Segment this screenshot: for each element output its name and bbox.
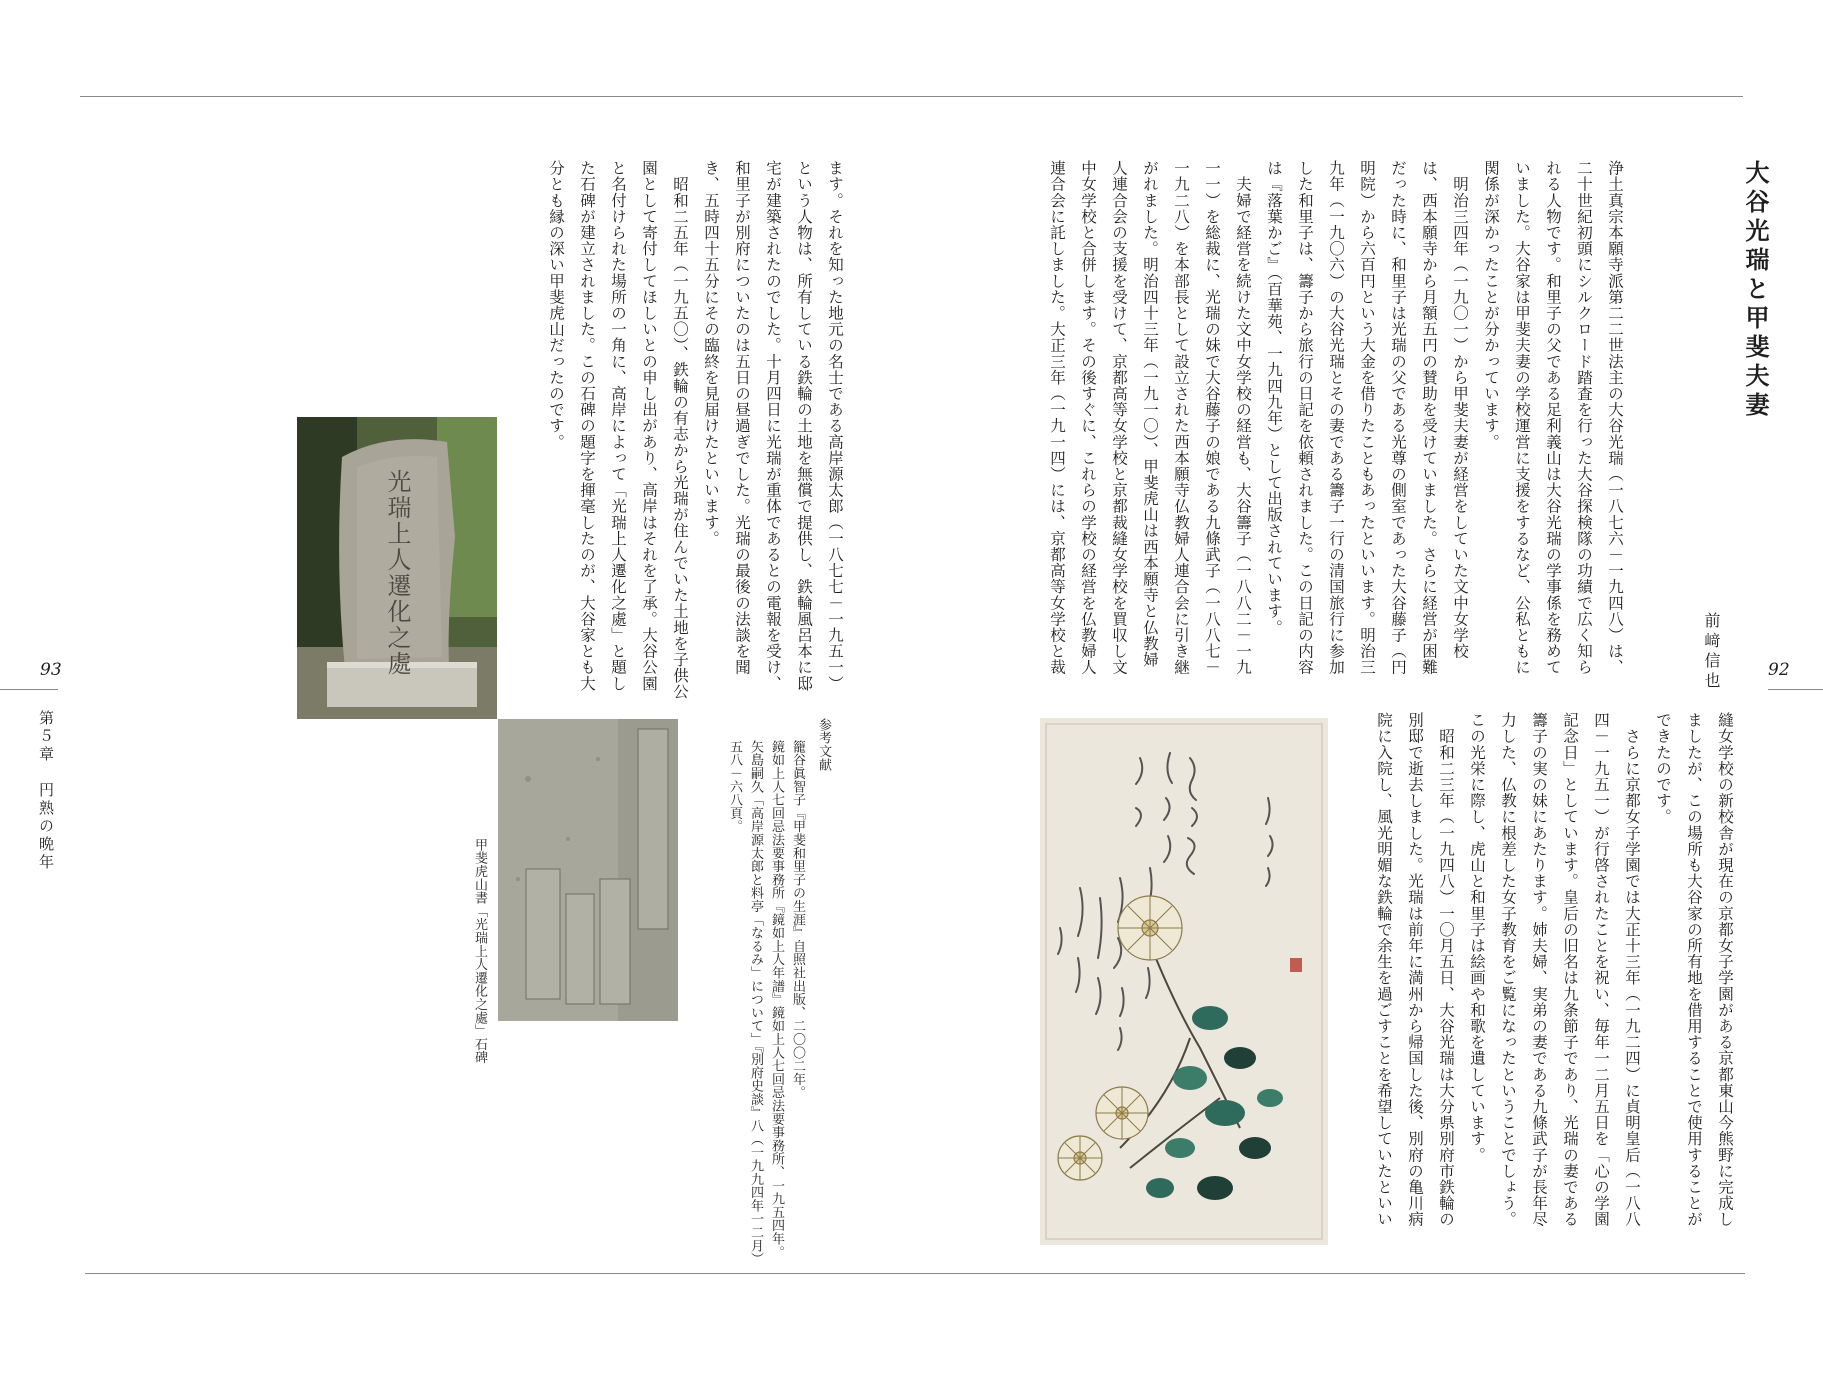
top-rule — [80, 96, 1743, 97]
right-page-number: 92 — [1768, 660, 1790, 680]
right-page-bottom-text: 縫女学校の新校舎が現在の京都女子学園がある京都東山今熊野に完成しましたが、この場所も大谷家の所有地を借用することで使用することができたのです。 さらに京都女子学園では大正十三年（一九二四）に貞明皇后（一八八四－一九五一）が行啓されたことを祝い、毎年一二月五日を「心の学園記念日」としています。皇后の旧名は九条節子であり、光瑞の妻である籌子の実の妹にあたります。姉夫婦、実弟の妻である九條武子が長年尽力した、仏教に根差した女子教育をご覧になったということでしょう。この光栄に際し、虎山と和里子は絵画や和歌を遺しています。 昭和二三年（一九四八）一〇月五日、大谷光瑞は大分県別府市鉄輪の別邸で逝去しました。光瑞は前年に満州から帰国した後、別府の亀川病院に入院し、風光明媚な鉄輪で余生を過ごすことを希望していたといい — [1375, 712, 1734, 1228]
right-page-top-text: 浄土真宗本願寺派第二二世法主の大谷光瑞（一八七六－一九四八）は、二十世紀初頭にシルクロード踏査を行った大谷探検隊の功績で広く知られる人物です。和里子の父である足利義山は大谷光瑞の学事係を務めていました。大谷家は甲斐夫妻の学校運営に支援をするなど、公私ともに関係が深かったことが分かっています。 明治三四年（一九〇一）から甲斐夫妻が経営をしていた文中女学校は、西本願寺から月額五円の賛助を受けていました。さらに経営が困難だった時に、和里子は光瑞の父である光尊の側室であった大谷藤子（円明院）から六百円という大金を借りたこともあったといいます。明治三九年（一九〇六）の大谷光瑞とその妻である籌子一行の清国旅行に参加した和里子は、籌子から旅行の日記を依頼されました。この日記の内容は『落葉かご』（百華苑、一九四九年）として出版されています。 夫婦で経営を続けた文中女学校の経営も、大谷籌子（一八八二－一九一一）を総裁に、光瑞の妹で大谷藤子の娘である九條武子（一八八七－一九二八）を本部長として設立された西本願寺仏教婦人連合会に引き継がれました。明治四十三年（一九一〇）、甲斐虎山は西本願寺と仏教婦人連合会の支援を受けて、京都高等女学校と京都裁縫女学校を買収し文中女学校と合併します。その後すぐに、これらの学校の経営を仏教婦人連合会に託しました。大正三年（一九一四）には、京都高等女学校と裁 — [1048, 160, 1624, 676]
stone-inscription: 光瑞上人遷化之處 — [383, 469, 411, 677]
right-margin-tick — [1768, 689, 1823, 690]
article-title: 大谷光瑞と甲斐夫妻 — [1741, 160, 1769, 421]
author-name: 前﨑信也 — [1702, 612, 1721, 692]
left-page-number: 93 — [40, 660, 62, 680]
references-heading: 参考文献 — [816, 718, 831, 772]
left-margin-tick — [0, 689, 58, 690]
chrysanthemum-painting — [1040, 718, 1328, 1245]
stone-monument-photo — [297, 417, 497, 719]
stone-side-photo — [498, 719, 698, 1021]
left-page-top-text: ます。それを知った地元の名士である高岸源太郎（一八七七－一九五一）という人物は、所有している鉄輪の土地を無償で提供し、鉄輪風呂本に邸宅が建築されたのでした。十月四日に光瑞が重体であるとの電報を受け、和里子が別府についたのは五日の昼過ぎでした。光瑞の最後の法談を聞き、五時四十五分にその臨終を見届けたといいます。 昭和二五年（一九五〇）、鉄輪の有志から光瑞が住んでいた土地を子供公園として寄付してほしいとの申し出があり、高岸はそれを了承。大谷公園と名付けられた場所の一角に、高岸によって「光瑞上人遷化之處」と題した石碑が建立されました。この石碑の題字を揮毫したのが、大谷家とも大分とも縁の深い甲斐虎山だったのです。 — [547, 160, 844, 700]
photo-caption: 甲斐虎山書「光瑞上人遷化之處」石碑 — [472, 838, 487, 1065]
chapter-label: 第５章 円熟の晩年 — [37, 710, 55, 872]
references-list: 籠谷眞智子『甲斐和里子の生涯』自照社出版、二〇〇二年。 鏡如上人七回忌法要事務所『鏡如上人年譜』鏡如上人七回忌法要事務所、一九五四年。 矢島嗣久「高岸源太郎と料亭「なるみ」について」『別府史談』八（一九九四年一二月）五八－六八頁。 — [727, 740, 805, 1259]
bottom-rule — [85, 1273, 1745, 1274]
